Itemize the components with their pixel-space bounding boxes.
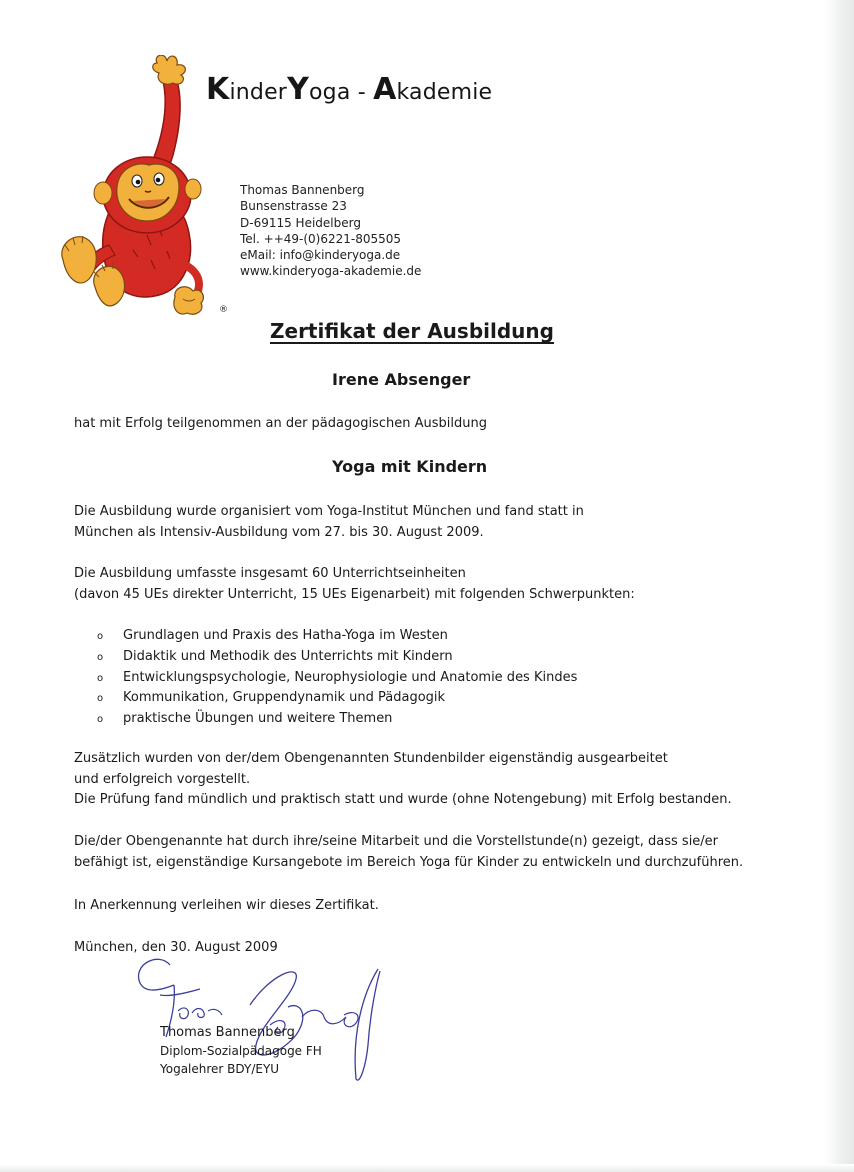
participant-name: Irene Absenger: [332, 370, 471, 389]
paragraph-line: Die Prüfung fand mündlich und praktisch statt und wurde (ohne Notengebung) mit Erfolg bestanden.: [74, 792, 732, 807]
bullet-marker: o: [97, 672, 104, 684]
paragraph-recognition: In Anerkennung verleihen wir dieses Zertifikat.: [74, 898, 379, 913]
signer-name: Thomas Bannenberg: [160, 1025, 295, 1040]
brand-dash: -: [357, 80, 366, 105]
paragraph-line: Die Ausbildung wurde organisiert vom Yoga-Institut München und fand statt in: [74, 504, 584, 519]
paragraph-line: Zusätzlich wurden von der/dem Obengenannten Stundenbilder eigenständig ausgearbeitet: [74, 751, 668, 766]
brand-letter-y: Y: [287, 72, 309, 107]
course-title: Yoga mit Kindern: [332, 457, 488, 476]
address-line-street: Bunsenstrasse 23: [240, 199, 347, 214]
certificate-title: Zertifikat der Ausbildung: [270, 319, 554, 343]
bullet-marker: o: [97, 631, 104, 642]
list-item-text: Entwicklungspsychologie, Neurophysiologie und Anatomie des Kindes: [123, 669, 578, 685]
signer-role: Diplom-Sozialpädagoge FH: [160, 1044, 322, 1058]
paragraph-line: München als Intensiv-Ausbildung vom 27. bis 30. August 2009.: [74, 524, 484, 540]
address-line-name: Thomas Bannenberg: [240, 183, 365, 197]
list-item: [97, 626, 577, 647]
signer-block: [160, 1024, 322, 1078]
list-item: [97, 668, 577, 689]
brand-text-oga: oga: [309, 80, 351, 105]
brand-logotype: [206, 72, 492, 107]
signer-qualification: Yogalehrer BDY/EYU: [160, 1062, 280, 1076]
address-line-email: eMail: info@kinderyoga.de: [240, 248, 401, 263]
list-item-text: Kommunikation, Gruppendynamik und Pädagogik: [123, 690, 446, 706]
paragraph-line: Die/der Obengenannte hat durch ihre/seine Mitarbeit und die Vorstellstunde(n) gezeigt, dass sie/er: [74, 834, 719, 849]
address-line-city: D-69115 Heidelberg: [240, 215, 361, 230]
paragraph-line: befähigt ist, eigenständige Kursangebote im Bereich Yoga für Kinder zu entwickeln und durchzuführen.: [74, 854, 744, 870]
list-item: [97, 709, 577, 730]
bullet-marker: o: [97, 714, 104, 726]
place-and-date: München, den 30. August 2009: [74, 940, 278, 955]
paragraph-line: und erfolgreich vorgestellt.: [74, 771, 251, 787]
brand-text-inder: inder: [229, 80, 288, 105]
page-bottom-shadow: [0, 1164, 854, 1172]
paragraph-line: Die Ausbildung umfasste insgesamt 60 Unterrichtseinheiten: [74, 566, 466, 581]
paragraph-line: (davon 45 UEs direkter Unterricht, 15 UEs Eigenarbeit) mit folgenden Schwerpunkten:: [74, 586, 635, 602]
registered-mark: ®: [219, 305, 228, 315]
brand-text-kademie: kademie: [396, 80, 493, 105]
brand-letter-k: K: [206, 72, 230, 107]
brand-letter-a: A: [373, 72, 397, 107]
topics-list: [97, 626, 577, 730]
list-item-text: Didaktik und Methodik des Unterrichts mit Kindern: [123, 648, 453, 664]
address-line-web: www.kinderyoga-akademie.de: [240, 264, 422, 279]
sender-address: [240, 182, 421, 280]
list-item: [97, 688, 577, 709]
address-line-phone: Tel. ++49-(0)6221-805505: [240, 231, 402, 246]
paragraph-qualification: [74, 832, 743, 873]
bullet-marker: o: [97, 693, 104, 705]
paragraph-lesson-plans: [74, 749, 732, 811]
paragraph-scope: [74, 564, 635, 605]
intro-text: hat mit Erfolg teilgenommen an der pädagogischen Ausbildung: [74, 416, 487, 431]
list-item: [97, 647, 577, 668]
list-item-text: praktische Übungen und weitere Themen: [123, 711, 393, 727]
paragraph-organisation: [74, 502, 584, 543]
page-edge-shadow: [824, 0, 854, 1172]
bullet-marker: o: [97, 651, 104, 663]
list-item-text: Grundlagen und Praxis des Hatha-Yoga im Westen: [123, 628, 448, 643]
